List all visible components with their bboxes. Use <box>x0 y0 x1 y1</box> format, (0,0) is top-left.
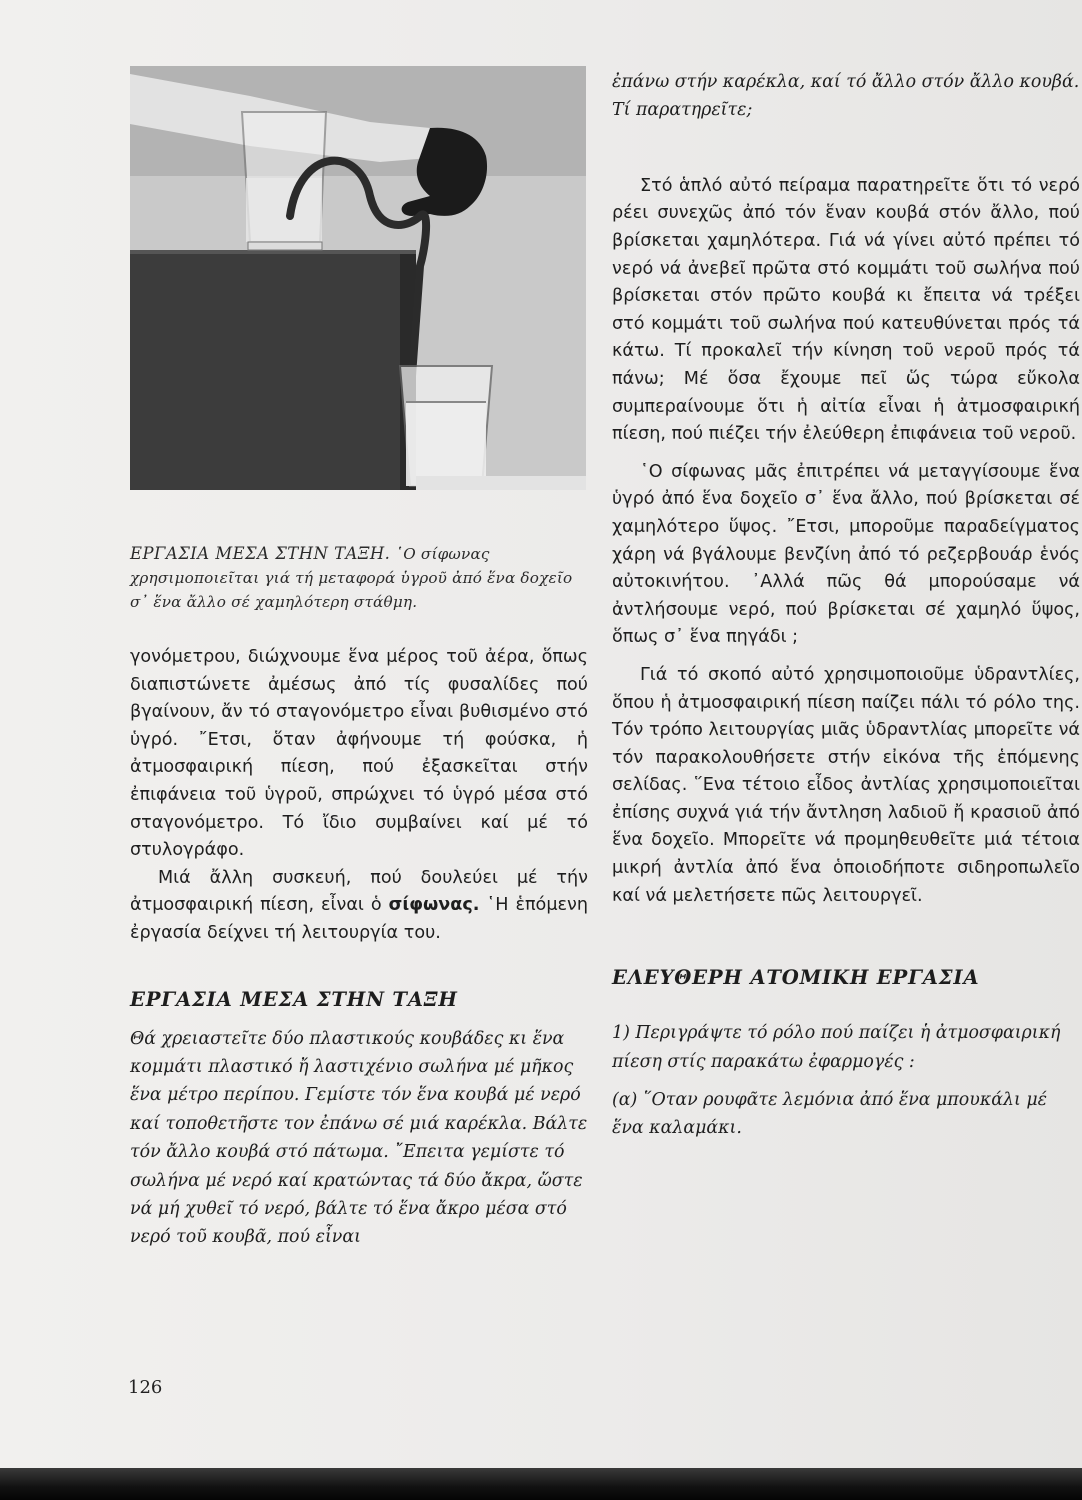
caption-heading: ΕΡΓΑΣΙΑ ΜΕΣΑ ΣΤΗΝ ΤΑΞΗ. <box>130 544 391 563</box>
siphon-illustration <box>130 66 586 490</box>
page-number: 126 <box>128 1377 163 1398</box>
left-paragraph-1: γονόμετρου, διώχνουμε ἕνα μέρος τοῦ ἀέρα, ὅπως διαπιστώνετε ἀμέσως ἀπό τίς φυσαλίδες πού βγαίνουν, ἄν τό σταγονόμετρο εἶναι βυθισμένο στό ὑγρό. ῎Ετσι, ὅταν ἀφήνουμε τή φούσκα, ἡ ἀτμοσφαιρική πίεση, πού ἐξασκεῖται στήν ἐπιφάνεια τοῦ ὑγροῦ, σπρώχνει τό ὑγρό μέσα στό σταγονόμετρο. Τό ἴδιο συμβαίνει καί μέ τό στυλογράφο. <box>130 647 588 861</box>
question-1a: (α) ῞Οταν ρουφᾶτε λεμόνια ἀπό ἕνα μπουκάλι μέ ἕνα καλαμάκι. <box>612 1090 1047 1139</box>
right-paragraph-3: Γιά τό σκοπό αὐτό χρησιμοποιοῦμε ὑδραντλίες, ὅπου ἡ ἀτμοσφαιρική πίεση παίζει πάλι τό ρόλο της. Τόν τρόπο λειτουργίας μιᾶς ὑδραντλίας μπορεῖτε νά τόν παρακολουθήσετε στήν εἰκόνα τῆς ἑπόμενης σελίδας. ῞Ενα τέτοιο εἶδος ἀντλίας χρησιμοποιεῖται ἐπίσης συχνά γιά τήν ἄντληση λαδιοῦ ἤ κρασιοῦ ἀπό ἕνα δοχεῖο. Μπορεῖτε νά προμηθευθεῖτε μιά τέτοια μικρή ἀντλία ἀπό ἕνα ὁποιοδήποτε σιδηροπωλεῖο καί νά μελετήσετε πῶς λειτουργεῖ. <box>612 664 1080 906</box>
left-column <box>130 66 588 1252</box>
box <box>130 250 416 490</box>
siphon-term: σίφωνας. <box>388 895 480 916</box>
question-1: 1) Περιγράψτε τό ρόλο πού παίζει ἡ ἀτμοσφαιρική πίεση στίς παρακάτω ἐφαρμογές : <box>612 1023 1061 1072</box>
classroom-activity-heading: ΕΡΓΑΣΙΑ ΜΕΣΑ ΣΤΗΝ ΤΑΞΗ <box>130 987 458 1011</box>
paragraph-2-start: Μιά ἄλλη συσκευή, πού δουλεύει μέ τήν ἀτμοσφαιρική πίεση, εἶναι ὁ <box>130 867 588 916</box>
left-paragraph-2 <box>130 865 588 948</box>
siphon-photo <box>130 66 586 490</box>
figure-caption <box>130 542 588 614</box>
paragraph-2-end: ῾Η ἑπόμενη ἐργασία δείχνει τή λειτουργία του. <box>130 895 589 943</box>
activity-instructions: Θά χρειαστεῖτε δύο πλαστικούς κουβάδες κι ἕνα κομμάτι πλαστικό ἤ λαστιχένιο σωλήνα μέ μῆκος ἕνα μέτρο περίπου. Γεμίστε τόν ἕνα κουβά μέ νερό καί τοποθετῆστε τον ἐπάνω σέ μιά καρέκλα. Βάλτε τόν ἄλλο κουβά στό πάτωμα. ῎Επειτα γεμίστε τό σωλήνα μέ νερό καί κρατώντας τά δύο ἄκρα, ὥστε νά μή χυθεῖ τό νερό, βάλτε τό ἕνα ἄκρο μέσα στό νερό τοῦ κουβᾶ, πού εἶναι <box>130 1028 588 1248</box>
activity-continuation: ἐπάνω στήν καρέκλα, καί τό ἄλλο στόν ἄλλο κουβά. Τί παρατηρεῖτε; <box>612 72 1080 121</box>
caption-text: ῾Ο σίφωνας χρησιμοποιεῖται γιά τή μεταφορά ὑγροῦ ἀπό ἕνα δοχεῖο σ᾿ ἕνα ἄλλο σέ χαμηλότερη στάθμη. <box>130 545 573 611</box>
right-paragraph-1: Στό ἁπλό αὐτό πείραμα παρατηρεῖτε ὅτι τό νερό ρέει συνεχῶς ἀπό τόν ἕναν κουβά στόν ἄλλο, πού βρίσκεται χαμηλότερα. Γιά νά γίνει αὐτό πρέπει τό νερό νά ἀνεβεῖ πρῶτα στό κομμάτι τοῦ σωλήνα πού βρίσκεται στόν πρῶτο κουβά κι ἔπειτα νά τρέξει στό κομμάτι τοῦ σωλήνα πού κατευθύνεται πρός τά κάτω. Τί προκαλεῖ τήν κίνηση τοῦ νεροῦ πρός τά πάνω; Μέ ὅσα ἔχουμε πεῖ ὥς τώρα εὔκολα συμπεραίνουμε ὅτι ἡ αἰτία εἶναι ἡ ἀτμοσφαιρική πίεση, πού πιέζει τήν ἐλεύθερη ἐπιφάνεια τοῦ νεροῦ. <box>612 175 1080 445</box>
right-column <box>612 68 1080 1153</box>
individual-work-heading: ΕΛΕΥΘΕΡΗ ΑΤΟΜΙΚΗ ΕΡΓΑΣΙΑ <box>612 966 980 990</box>
right-paragraph-2: ῾Ο σίφωνας μᾶς ἐπιτρέπει νά μεταγγίσουμε ἕνα ὑγρό ἀπό ἕνα δοχεῖο σ᾿ ἕνα ἄλλο, πού βρίσκεται σέ χαμηλότερο ὕψος. ῎Ετσι, μποροῦμε παραδείγματος χάρη νά βγάλουμε βενζίνη ἀπό τό ρεζερβουάρ ἑνός αὐτοκινήτου. ᾿Αλλά πῶς θά μπορούσαμε νά ἀντλήσουμε νερό, πού βρίσκεται σέ χαμηλό ὕψος, ὅπως σ᾿ ἕνα πηγάδι ; <box>612 461 1080 648</box>
scan-edge <box>0 1468 1082 1500</box>
